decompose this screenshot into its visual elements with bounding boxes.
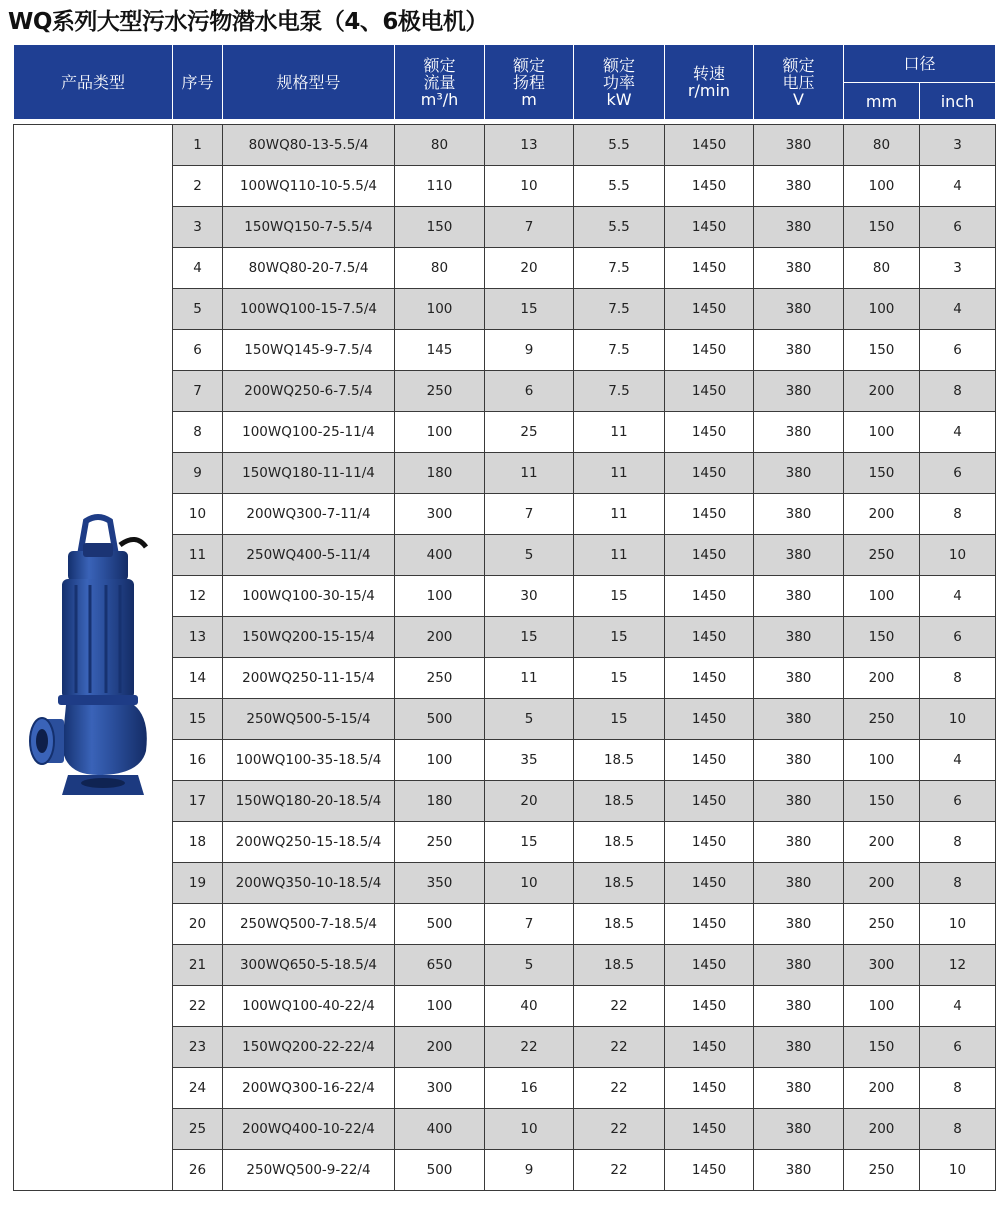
cell-voltage: 380 — [754, 576, 844, 617]
header-power-unit: kW — [606, 89, 632, 109]
cell-caliber-mm: 150 — [844, 207, 920, 248]
cell-caliber-mm: 80 — [844, 248, 920, 289]
cell-caliber-mm: 80 — [844, 125, 920, 166]
cell-model: 150WQ200-15-15/4 — [223, 617, 395, 658]
header-voltage-line2: 电压 — [782, 72, 815, 92]
header-model: 规格型号 — [223, 45, 395, 120]
cell-head: 22 — [485, 1027, 574, 1068]
cell-seq: 2 — [173, 166, 223, 207]
cell-seq: 20 — [173, 904, 223, 945]
cell-flow: 180 — [395, 453, 485, 494]
cell-caliber-mm: 200 — [844, 371, 920, 412]
cell-voltage: 380 — [754, 207, 844, 248]
cell-head: 13 — [485, 125, 574, 166]
cell-head: 7 — [485, 207, 574, 248]
cell-seq: 23 — [173, 1027, 223, 1068]
cell-caliber-mm: 150 — [844, 1027, 920, 1068]
cell-caliber-inch: 8 — [920, 1109, 996, 1150]
cell-power: 7.5 — [574, 248, 665, 289]
cell-flow: 500 — [395, 904, 485, 945]
cell-model: 250WQ400-5-11/4 — [223, 535, 395, 576]
cell-speed: 1450 — [665, 535, 754, 576]
cell-model: 150WQ180-11-11/4 — [223, 453, 395, 494]
cell-voltage: 380 — [754, 699, 844, 740]
cell-model: 200WQ400-10-22/4 — [223, 1109, 395, 1150]
cell-voltage: 380 — [754, 371, 844, 412]
header-product-type: 产品类型 — [14, 45, 173, 120]
cell-speed: 1450 — [665, 904, 754, 945]
cell-seq: 10 — [173, 494, 223, 535]
cell-power: 15 — [574, 617, 665, 658]
cell-speed: 1450 — [665, 945, 754, 986]
cell-power: 15 — [574, 576, 665, 617]
cell-seq: 12 — [173, 576, 223, 617]
cell-caliber-inch: 6 — [920, 1027, 996, 1068]
cell-head: 9 — [485, 1150, 574, 1191]
cell-speed: 1450 — [665, 207, 754, 248]
cell-flow: 100 — [395, 289, 485, 330]
cell-head: 11 — [485, 658, 574, 699]
header-head-unit: m — [521, 89, 537, 109]
cell-model: 80WQ80-13-5.5/4 — [223, 125, 395, 166]
cell-flow: 250 — [395, 658, 485, 699]
cell-voltage: 380 — [754, 822, 844, 863]
cell-caliber-mm: 250 — [844, 1150, 920, 1191]
cell-caliber-mm: 150 — [844, 330, 920, 371]
table-body — [14, 125, 996, 1191]
cell-caliber-inch: 4 — [920, 576, 996, 617]
cell-head: 9 — [485, 330, 574, 371]
cell-caliber-inch: 10 — [920, 1150, 996, 1191]
cell-caliber-inch: 8 — [920, 1068, 996, 1109]
cell-caliber-mm: 250 — [844, 904, 920, 945]
cell-flow: 100 — [395, 740, 485, 781]
cell-caliber-inch: 6 — [920, 781, 996, 822]
cell-seq: 16 — [173, 740, 223, 781]
cell-power: 22 — [574, 1027, 665, 1068]
cell-caliber-mm: 300 — [844, 945, 920, 986]
cell-seq: 25 — [173, 1109, 223, 1150]
cell-voltage: 380 — [754, 412, 844, 453]
cell-flow: 80 — [395, 125, 485, 166]
cell-flow: 300 — [395, 1068, 485, 1109]
cell-speed: 1450 — [665, 494, 754, 535]
spec-table — [13, 44, 996, 1191]
cell-caliber-mm: 250 — [844, 699, 920, 740]
cell-head: 6 — [485, 371, 574, 412]
cell-power: 7.5 — [574, 371, 665, 412]
cell-caliber-inch: 3 — [920, 125, 996, 166]
cell-power: 15 — [574, 658, 665, 699]
cell-caliber-mm: 100 — [844, 986, 920, 1027]
header-flow-unit: m³/h — [420, 89, 459, 109]
cell-caliber-inch: 6 — [920, 207, 996, 248]
cell-flow: 500 — [395, 699, 485, 740]
cell-head: 15 — [485, 617, 574, 658]
cell-head: 5 — [485, 535, 574, 576]
cell-speed: 1450 — [665, 1109, 754, 1150]
cell-speed: 1450 — [665, 248, 754, 289]
cell-speed: 1450 — [665, 166, 754, 207]
cell-voltage: 380 — [754, 945, 844, 986]
cell-speed: 1450 — [665, 781, 754, 822]
header-caliber: 口径 — [844, 45, 996, 83]
cell-seq: 21 — [173, 945, 223, 986]
cell-model: 100WQ100-40-22/4 — [223, 986, 395, 1027]
cell-speed: 1450 — [665, 576, 754, 617]
cell-caliber-mm: 150 — [844, 781, 920, 822]
cell-power: 22 — [574, 1150, 665, 1191]
header-flow — [395, 45, 485, 120]
cell-speed: 1450 — [665, 371, 754, 412]
header-speed — [665, 45, 754, 120]
cell-seq: 7 — [173, 371, 223, 412]
cell-model: 200WQ250-11-15/4 — [223, 658, 395, 699]
cell-flow: 350 — [395, 863, 485, 904]
cell-seq: 19 — [173, 863, 223, 904]
cell-voltage: 380 — [754, 494, 844, 535]
table-row — [14, 125, 996, 166]
header-head-line2: 扬程 — [512, 72, 545, 92]
cell-flow: 100 — [395, 412, 485, 453]
cell-head: 10 — [485, 1109, 574, 1150]
cell-model: 150WQ150-7-5.5/4 — [223, 207, 395, 248]
cell-head: 5 — [485, 699, 574, 740]
cell-model: 200WQ300-7-11/4 — [223, 494, 395, 535]
cell-caliber-inch: 3 — [920, 248, 996, 289]
cell-model: 300WQ650-5-18.5/4 — [223, 945, 395, 986]
cell-flow: 250 — [395, 371, 485, 412]
cell-caliber-mm: 200 — [844, 1068, 920, 1109]
cell-voltage: 380 — [754, 330, 844, 371]
cell-voltage: 380 — [754, 781, 844, 822]
cell-seq: 8 — [173, 412, 223, 453]
cell-speed: 1450 — [665, 289, 754, 330]
cell-power: 18.5 — [574, 822, 665, 863]
cell-model: 150WQ180-20-18.5/4 — [223, 781, 395, 822]
cell-caliber-inch: 4 — [920, 412, 996, 453]
cell-model: 150WQ145-9-7.5/4 — [223, 330, 395, 371]
cell-speed: 1450 — [665, 1068, 754, 1109]
cell-flow: 500 — [395, 1150, 485, 1191]
cell-head: 16 — [485, 1068, 574, 1109]
cell-caliber-inch: 10 — [920, 904, 996, 945]
cell-head: 10 — [485, 863, 574, 904]
cell-speed: 1450 — [665, 125, 754, 166]
cell-speed: 1450 — [665, 658, 754, 699]
cell-power: 18.5 — [574, 781, 665, 822]
cell-speed: 1450 — [665, 617, 754, 658]
cell-caliber-inch: 8 — [920, 371, 996, 412]
cell-power: 18.5 — [574, 863, 665, 904]
cell-voltage: 380 — [754, 1109, 844, 1150]
cell-caliber-inch: 4 — [920, 740, 996, 781]
cell-caliber-inch: 4 — [920, 289, 996, 330]
header-caliber-inch: inch — [920, 83, 996, 120]
cell-caliber-mm: 200 — [844, 494, 920, 535]
cell-head: 30 — [485, 576, 574, 617]
header-head — [485, 45, 574, 120]
cell-voltage: 380 — [754, 658, 844, 699]
cell-voltage: 380 — [754, 535, 844, 576]
cell-caliber-inch: 6 — [920, 453, 996, 494]
cell-voltage: 380 — [754, 125, 844, 166]
header-caliber-mm: mm — [844, 83, 920, 120]
cell-caliber-inch: 4 — [920, 166, 996, 207]
cell-head: 11 — [485, 453, 574, 494]
header-seq: 序号 — [173, 45, 223, 120]
header-flow-line1: 额定 — [423, 55, 456, 75]
cell-power: 11 — [574, 453, 665, 494]
cell-caliber-mm: 100 — [844, 576, 920, 617]
cell-seq: 22 — [173, 986, 223, 1027]
cell-flow: 400 — [395, 1109, 485, 1150]
cell-speed: 1450 — [665, 330, 754, 371]
cell-caliber-mm: 200 — [844, 822, 920, 863]
cell-power: 18.5 — [574, 945, 665, 986]
cell-model: 80WQ80-20-7.5/4 — [223, 248, 395, 289]
cell-caliber-inch: 8 — [920, 822, 996, 863]
cell-flow: 100 — [395, 576, 485, 617]
cell-power: 22 — [574, 986, 665, 1027]
cell-voltage: 380 — [754, 1027, 844, 1068]
cell-model: 100WQ100-25-11/4 — [223, 412, 395, 453]
cell-flow: 180 — [395, 781, 485, 822]
header-speed-line1: 转速 — [692, 64, 725, 83]
cell-voltage: 380 — [754, 904, 844, 945]
cell-flow: 145 — [395, 330, 485, 371]
cell-caliber-mm: 150 — [844, 453, 920, 494]
cell-speed: 1450 — [665, 740, 754, 781]
cell-power: 7.5 — [574, 289, 665, 330]
cell-voltage: 380 — [754, 166, 844, 207]
cell-speed: 1450 — [665, 986, 754, 1027]
cell-power: 22 — [574, 1109, 665, 1150]
cell-seq: 11 — [173, 535, 223, 576]
cell-caliber-inch: 6 — [920, 617, 996, 658]
cell-speed: 1450 — [665, 1027, 754, 1068]
cell-seq: 26 — [173, 1150, 223, 1191]
cell-seq: 14 — [173, 658, 223, 699]
cell-power: 18.5 — [574, 904, 665, 945]
cell-head: 20 — [485, 781, 574, 822]
cell-model: 200WQ250-15-18.5/4 — [223, 822, 395, 863]
cell-model: 100WQ100-15-7.5/4 — [223, 289, 395, 330]
cell-flow: 650 — [395, 945, 485, 986]
cell-seq: 13 — [173, 617, 223, 658]
cell-flow: 200 — [395, 617, 485, 658]
cell-head: 40 — [485, 986, 574, 1027]
header-power-line2: 功率 — [602, 72, 635, 92]
cell-model: 200WQ250-6-7.5/4 — [223, 371, 395, 412]
cell-flow: 200 — [395, 1027, 485, 1068]
cell-power: 11 — [574, 535, 665, 576]
cell-caliber-mm: 200 — [844, 863, 920, 904]
cell-model: 100WQ100-30-15/4 — [223, 576, 395, 617]
cell-flow: 250 — [395, 822, 485, 863]
cell-caliber-mm: 100 — [844, 289, 920, 330]
cell-model: 250WQ500-5-15/4 — [223, 699, 395, 740]
cell-model: 250WQ500-9-22/4 — [223, 1150, 395, 1191]
cell-speed: 1450 — [665, 453, 754, 494]
header-voltage — [754, 45, 844, 120]
cell-head: 10 — [485, 166, 574, 207]
cell-caliber-mm: 250 — [844, 535, 920, 576]
pump-image — [28, 513, 158, 803]
header-power — [574, 45, 665, 120]
cell-voltage: 380 — [754, 863, 844, 904]
cell-head: 20 — [485, 248, 574, 289]
cell-power: 15 — [574, 699, 665, 740]
cell-flow: 110 — [395, 166, 485, 207]
product-type-cell — [14, 125, 173, 1191]
cell-power: 7.5 — [574, 330, 665, 371]
cell-flow: 150 — [395, 207, 485, 248]
cell-speed: 1450 — [665, 412, 754, 453]
cell-speed: 1450 — [665, 822, 754, 863]
cell-power: 18.5 — [574, 740, 665, 781]
cell-caliber-mm: 100 — [844, 740, 920, 781]
cell-power: 5.5 — [574, 125, 665, 166]
cell-voltage: 380 — [754, 986, 844, 1027]
cell-caliber-mm: 100 — [844, 412, 920, 453]
cell-voltage: 380 — [754, 248, 844, 289]
cell-flow: 300 — [395, 494, 485, 535]
cell-power: 5.5 — [574, 207, 665, 248]
cell-seq: 24 — [173, 1068, 223, 1109]
cell-model: 200WQ300-16-22/4 — [223, 1068, 395, 1109]
cell-model: 150WQ200-22-22/4 — [223, 1027, 395, 1068]
cell-caliber-inch: 10 — [920, 535, 996, 576]
cell-seq: 1 — [173, 125, 223, 166]
cell-caliber-inch: 10 — [920, 699, 996, 740]
cell-seq: 9 — [173, 453, 223, 494]
cell-speed: 1450 — [665, 699, 754, 740]
cell-seq: 15 — [173, 699, 223, 740]
cell-voltage: 380 — [754, 617, 844, 658]
cell-model: 100WQ110-10-5.5/4 — [223, 166, 395, 207]
header-flow-line2: 流量 — [423, 72, 456, 92]
cell-caliber-mm: 100 — [844, 166, 920, 207]
cell-head: 7 — [485, 904, 574, 945]
cell-model: 100WQ100-35-18.5/4 — [223, 740, 395, 781]
header-power-line1: 额定 — [602, 55, 635, 75]
header-head-line1: 额定 — [512, 55, 545, 75]
cell-caliber-inch: 8 — [920, 658, 996, 699]
cell-head: 35 — [485, 740, 574, 781]
cell-model: 250WQ500-7-18.5/4 — [223, 904, 395, 945]
cell-head: 7 — [485, 494, 574, 535]
cell-speed: 1450 — [665, 1150, 754, 1191]
header-voltage-line1: 额定 — [782, 55, 815, 75]
cell-seq: 17 — [173, 781, 223, 822]
cell-voltage: 380 — [754, 453, 844, 494]
cell-power: 5.5 — [574, 166, 665, 207]
cell-caliber-inch: 6 — [920, 330, 996, 371]
cell-caliber-inch: 4 — [920, 986, 996, 1027]
cell-caliber-mm: 150 — [844, 617, 920, 658]
cell-model: 200WQ350-10-18.5/4 — [223, 863, 395, 904]
cell-voltage: 380 — [754, 289, 844, 330]
cell-seq: 5 — [173, 289, 223, 330]
cell-power: 22 — [574, 1068, 665, 1109]
cell-caliber-inch: 8 — [920, 494, 996, 535]
cell-caliber-inch: 12 — [920, 945, 996, 986]
header-speed-unit: r/min — [687, 81, 731, 100]
cell-speed: 1450 — [665, 863, 754, 904]
cell-voltage: 380 — [754, 740, 844, 781]
cell-caliber-mm: 200 — [844, 1109, 920, 1150]
cell-power: 11 — [574, 412, 665, 453]
cell-voltage: 380 — [754, 1068, 844, 1109]
cell-head: 25 — [485, 412, 574, 453]
cell-flow: 100 — [395, 986, 485, 1027]
cell-head: 15 — [485, 289, 574, 330]
cell-head: 15 — [485, 822, 574, 863]
cell-seq: 3 — [173, 207, 223, 248]
cell-head: 5 — [485, 945, 574, 986]
cell-power: 11 — [574, 494, 665, 535]
cell-caliber-mm: 200 — [844, 658, 920, 699]
cell-flow: 400 — [395, 535, 485, 576]
cell-seq: 6 — [173, 330, 223, 371]
cell-voltage: 380 — [754, 1150, 844, 1191]
header-voltage-unit: V — [793, 89, 804, 109]
cell-seq: 18 — [173, 822, 223, 863]
cell-caliber-inch: 8 — [920, 863, 996, 904]
page-title: WQ系列大型污水污物潜水电泵（4、6极电机） — [8, 9, 488, 35]
cell-seq: 4 — [173, 248, 223, 289]
cell-flow: 80 — [395, 248, 485, 289]
